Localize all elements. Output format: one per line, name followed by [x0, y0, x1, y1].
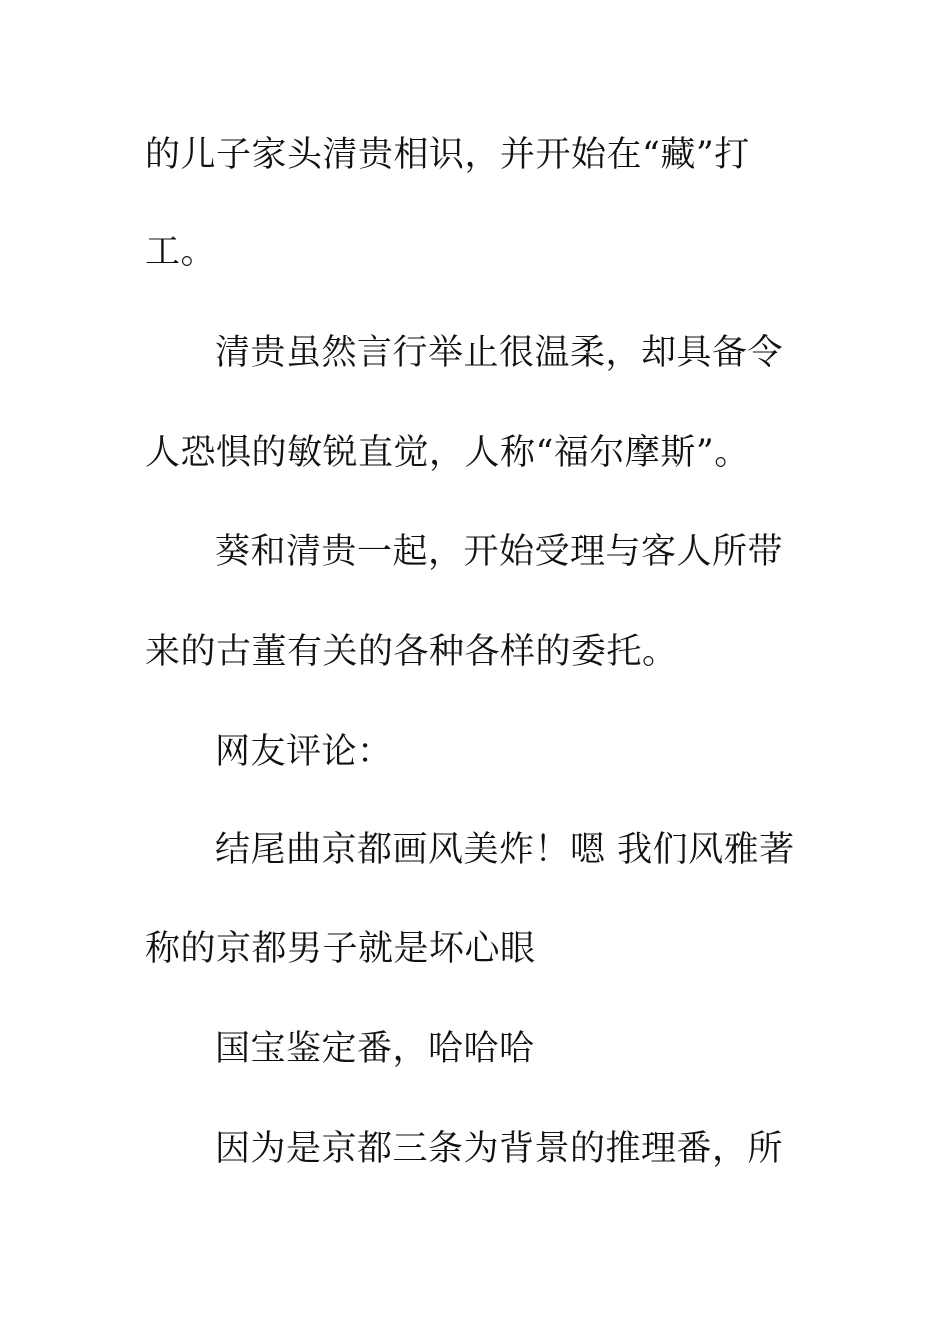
comment-line: 国宝鉴定番，哈哈哈 — [215, 1029, 535, 1069]
paragraph-line: 清贵虽然言行举止很温柔，却具备令 — [215, 333, 784, 373]
section-heading: 网友评论： — [215, 732, 393, 772]
text-line: 工。 — [145, 232, 217, 272]
paragraph-line: 葵和清贵一起，开始受理与客人所带 — [215, 532, 784, 572]
text-line: 的儿子家头清贵相识，并开始在“藏”打 — [145, 135, 750, 175]
text-line: 人恐惧的敏锐直觉，人称“福尔摩斯”。 — [145, 433, 750, 473]
comment-line: 结尾曲京都画风美炸！嗯 我们风雅著 — [215, 830, 795, 870]
comment-line: 因为是京都三条为背景的推理番，所 — [215, 1129, 784, 1169]
text-line: 来的古董有关的各种各样的委托。 — [145, 632, 678, 672]
comment-line: 称的京都男子就是坏心眼 — [145, 929, 536, 969]
